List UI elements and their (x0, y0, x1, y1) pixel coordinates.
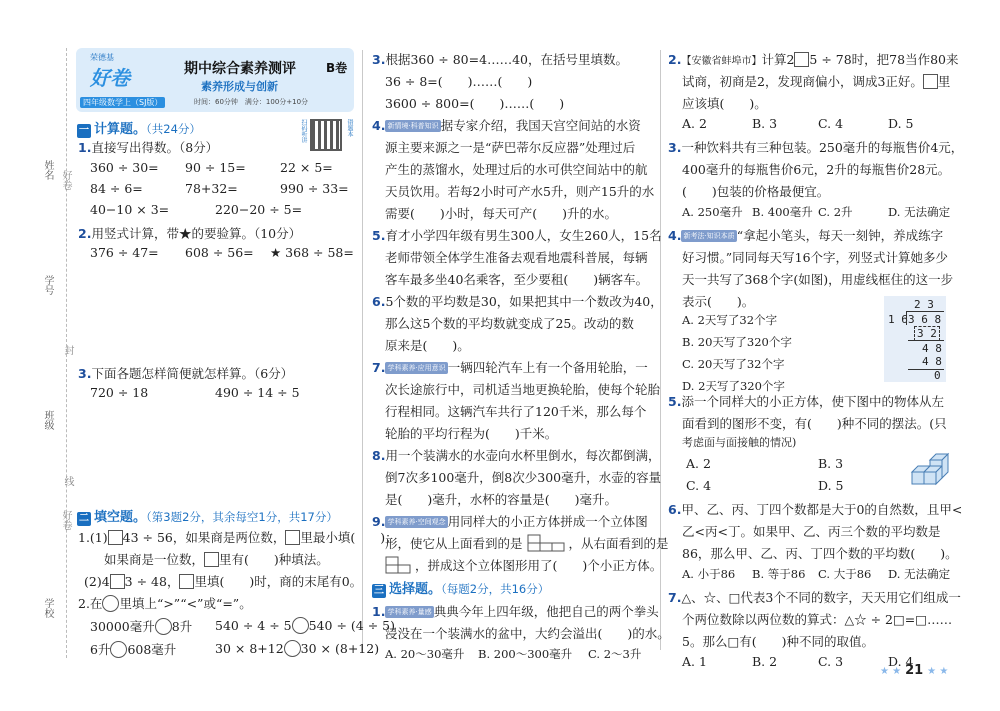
fill-q9-line2: 形，使它从上面看到的是 ，从右面看到的是 (385, 536, 669, 551)
text-line: 浸没在一个装满水的盆中，大约会溢出( )的水。 (385, 626, 670, 641)
version-badge: B卷 (326, 61, 348, 75)
text-line: 是( )毫升，水杯的容量是( )毫升。 (385, 492, 618, 507)
text-line: 表示( )。 (682, 294, 755, 309)
option[interactable]: D. 5 (888, 116, 914, 131)
text-line: 倒7次多100毫升，倒8次少300毫升，水壶的容量 (385, 470, 662, 485)
tag-badge: 新情境·科普知识 (387, 122, 439, 130)
text-line: ( )包装的价格最便宜。 (682, 184, 830, 199)
calc-q3: 3.下面各题怎样简便就怎样算。（6分） (78, 366, 294, 381)
compare-row: 540 ÷ 4 ÷ 5 540 ÷ (4 ÷ 5) (215, 618, 395, 633)
dashed-step: 3 2 (914, 326, 940, 341)
text-line: 考虑面与面接触的情况) (682, 436, 797, 449)
margin-brand: 好卷 (60, 170, 71, 190)
page-title: 期中综合素养测评 (184, 61, 296, 77)
calc-item: 78+32= (185, 181, 238, 196)
calc-q1: 1.直接写出得数。（8分） (78, 140, 219, 155)
text-line: 好习惯。”同同每天写16个字，列竖式计算她多少 (682, 250, 949, 265)
fill-q9-line3: ，拼成这个立体图形用了( )个小正方体。 (385, 556, 662, 574)
blank-circle[interactable] (102, 595, 119, 612)
page-number: 21 (905, 663, 924, 678)
option[interactable]: D. 5 (818, 478, 844, 493)
margin-name-label: 姓名 (42, 160, 53, 180)
calc-item: 608 ÷ 56= (185, 245, 254, 260)
option[interactable]: A. 20～30毫升 (385, 647, 465, 661)
compare-row: 30 × 8+12 30 × (8+12) (215, 641, 380, 656)
option[interactable]: D. 4 (888, 654, 914, 669)
tag-badge: 学科素养·量感 (387, 608, 432, 616)
fill-q1c: (2)4 3 ÷ 48， 里填( )时，商的末尾有0。 (84, 574, 363, 589)
remainder: 0 (934, 369, 941, 382)
section-icon: 二 (79, 513, 89, 524)
fill-q3-line: 36 ÷ 8=( )……( ) (385, 74, 533, 89)
divisor: 1 6 (888, 313, 908, 326)
wrongbook-label: 错题本 (346, 119, 353, 137)
star-icon: ★ ★ (880, 666, 902, 677)
option[interactable]: B. 20天写了320个字 (682, 335, 792, 349)
option[interactable]: C. 大于86 (818, 567, 872, 581)
text-line: 天员饮用。若每2小时可产水5升，则产15升的水 (385, 184, 655, 199)
section-calc-title: 一 计算题。（共24分） (79, 122, 201, 137)
margin-school-label: 学校 (42, 598, 53, 618)
calc-item: 360 ÷ 30= (90, 160, 159, 175)
fill-q1b: 如果商是一位数， 里有( )种填法。 (104, 552, 329, 567)
dividend: 3 6 8 (908, 313, 942, 326)
option[interactable]: A. 2天写了32个字 (682, 313, 778, 327)
option[interactable]: A. 2 (682, 116, 707, 131)
text-line: 个两位数除以两位数的算式：△☆ ÷ 2□=□…… (682, 612, 953, 627)
fill-q3: 3.根据360 ÷ 80=4……40，在括号里填数。 (372, 52, 628, 67)
fill-q2: 2.在 里填上“>”“<”或“=”。 (78, 596, 252, 611)
blank-box[interactable] (794, 52, 809, 67)
calc-item: 84 ÷ 6= (90, 181, 143, 196)
calc-item: 720 ÷ 18 (90, 385, 149, 400)
qr-code[interactable] (310, 119, 342, 151)
blank-box[interactable] (110, 574, 125, 589)
fill-q7: 7. 学科素养·应用意识 一辆四轮汽车上有一个备用轮胎，一 (372, 360, 648, 375)
choice-q4: 4. 新考法·知识本质 “拿起小笔头，每天一刻钟，养成练字 (668, 228, 944, 243)
option[interactable]: D. 无法确定 (888, 567, 951, 581)
quotient: 2 3 (914, 298, 934, 311)
option[interactable]: D. 无法确定 (888, 205, 951, 219)
calc-item: ★ 368 ÷ 58= (270, 245, 354, 260)
text-line: 400毫升的每瓶售价6元，2升的每瓶售价28元。 (682, 162, 951, 177)
text-line: 面看到的图形不变，有( )种不同的摆法。(只 (682, 416, 947, 431)
option[interactable]: B. 400毫升 (752, 205, 813, 219)
page-number-area (880, 662, 948, 678)
star-icon: ★ ★ (927, 666, 949, 677)
column-divider-1 (362, 50, 363, 650)
brand-small: 荣德基 (90, 53, 114, 62)
long-division-figure (884, 296, 946, 382)
tag-badge: 新考法·知识本质 (683, 232, 735, 240)
option[interactable]: B. 200～300毫升 (478, 647, 573, 661)
option[interactable]: A. 250毫升 (682, 205, 743, 219)
option[interactable]: D. 2天写了320个字 (682, 379, 785, 393)
text-line: 乙<丙<丁。如果甲、乙、丙三个数的平均数是 (682, 524, 941, 539)
time-score: 时间：60分钟 满分：100分+10分 (194, 98, 309, 106)
scan-label: 扫码听讲 (300, 119, 307, 143)
text-line: 那么这5个数的平均数就变成了25。改动的数 (385, 316, 634, 331)
fill-q5: 5.育才小学四年级有男生300人，女生260人，15名 (372, 228, 662, 243)
fill-q9: 9. 学科素养·空间观念 用同样大的小正方体拼成一个立体图 (372, 514, 648, 529)
text-line: 产生的蒸馏水，处理过后的水可供空间站中的航 (385, 162, 648, 177)
tag-badge: 学科素养·应用意识 (387, 364, 446, 372)
right-view-figure (385, 556, 411, 574)
brand-logo: 好卷 (90, 66, 130, 90)
fill-q8: 8.用一个装满水的水壶向水杯里倒水，每次都倒满， (372, 448, 661, 463)
option[interactable]: C. 2～3升 (588, 647, 642, 661)
calc-item: 40−10 × 3= (90, 202, 170, 217)
text-line: 行程相同。这辆汽车共行了120千米，那么每个 (385, 404, 647, 419)
blank-circle[interactable] (110, 641, 127, 658)
compare-row: 6升 608毫升 (90, 642, 177, 657)
text-line: 老师带领全体学生准备去观看地震科普展，每辆 (385, 250, 648, 265)
section-choice-title: 三 选择题。（每题2分，共16分） (374, 582, 550, 597)
choice-q5: 5.添一个同样大的小正方体，使下图中的物体从左 (668, 394, 944, 409)
cube-figure (908, 450, 954, 490)
choice-q1: 1. 学科素养·量感 典典今年上四年级，他把自己的两个拳头 (372, 604, 659, 619)
fill-q1a: 1.(1) 43 ÷ 56，如果商是两位数， 里最小填( )； (78, 530, 398, 545)
option[interactable]: C. 20天写了32个字 (682, 357, 785, 371)
option[interactable]: C. 4 (686, 478, 712, 493)
option[interactable]: B. 2 (752, 654, 778, 669)
choice-q6: 6.甲、乙、丙、丁四个数都是大于0的自然数，且甲< (668, 502, 963, 517)
margin-id-label: 学号 (42, 275, 53, 295)
section-icon: 三 (374, 585, 384, 596)
compare-row: 30000毫升 8升 (90, 619, 193, 634)
top-view-figure (527, 534, 565, 552)
grade-label: 四年级数学上（SJ版） (80, 97, 165, 108)
blank-circle[interactable] (284, 640, 301, 657)
calc-item: 220−20 ÷ 5= (215, 202, 303, 217)
text-line: 应该填( )。 (682, 96, 767, 111)
blank-box[interactable] (923, 74, 938, 89)
option[interactable]: A. 2 (686, 456, 711, 471)
section-icon: 一 (79, 125, 89, 136)
blank-box[interactable] (204, 552, 219, 567)
option[interactable]: A. 小于86 (682, 567, 736, 581)
calc-item: 90 ÷ 15= (185, 160, 246, 175)
margin-class-label: 班级 (42, 410, 53, 430)
text-line: 源主要来源之一是“萨巴蒂尔反应器”处理过后 (385, 140, 636, 155)
blank-box[interactable] (108, 530, 123, 545)
option[interactable]: B. 3 (818, 456, 844, 471)
text-line: 天一共写了368个字(如图)，用虚线框住的这一步 (682, 272, 954, 287)
blank-box[interactable] (179, 574, 194, 589)
option[interactable]: A. 1 (682, 654, 707, 669)
division-step: 4 8 (922, 355, 942, 368)
option[interactable]: B. 3 (752, 116, 778, 131)
text-line: 86，那么甲、乙、丙、丁四个数的平均数( )。 (682, 546, 958, 561)
margin-seal: 封 (62, 345, 73, 355)
margin-line: 线 (62, 476, 73, 486)
blank-circle[interactable] (155, 618, 172, 635)
section-fill-title: 二 填空题。（第3题2分，其余每空1分，共17分） (79, 510, 338, 525)
text-line: 次长途旅行中，司机适当地更换轮胎，使每个轮胎 (385, 382, 661, 397)
choice-q3: 3.一种饮料共有三种包装。250毫升的每瓶售价4元， (668, 140, 964, 155)
option[interactable]: C. 2升 (818, 205, 853, 219)
qr-area[interactable] (298, 117, 354, 155)
fill-q3-line: 3600 ÷ 800=( )……( ) (385, 96, 565, 111)
fill-q6: 6.5个数的平均数是30，如果把其中一个数改为40， (372, 294, 663, 309)
tag-badge: 学科素养·空间观念 (387, 518, 446, 526)
choice-q2: 2.【安徽省蚌埠市】计算2 5 ÷ 78时，把78当作80来 (668, 52, 959, 67)
calc-item: 490 ÷ 14 ÷ 5 (215, 385, 300, 400)
calc-item: 22 × 5= (280, 160, 333, 175)
fill-q4: 4. 新情境·科普知识 据专家介绍，我国天宫空间站的水资 (372, 118, 641, 133)
division-step: 4 8 (922, 342, 942, 355)
choice-q7: 7.△、☆、□代表3个不同的数字，天天用它们组成一 (668, 590, 961, 605)
text-line: 轮胎的平均行程为( )千米。 (385, 426, 558, 441)
text-line: 试商，初商是2，发现商偏小，调成3正好。 里 (682, 74, 951, 89)
blank-circle[interactable] (292, 617, 309, 634)
text-line: 客车最多坐40名乘客，至少要租( )辆客车。 (385, 272, 649, 287)
calc-item: 376 ÷ 47= (90, 245, 159, 260)
subtitle: 素养形成与创新 (201, 80, 278, 93)
blank-box[interactable] (285, 530, 300, 545)
option[interactable]: B. 等于86 (752, 567, 806, 581)
calc-q2: 2.用竖式计算，带★的要验算。（10分） (78, 226, 302, 241)
option[interactable]: C. 4 (818, 116, 844, 131)
text-line: 5。那么□有( )种不同的取值。 (682, 634, 875, 649)
option[interactable]: C. 3 (818, 654, 844, 669)
header-banner (76, 48, 354, 112)
text-line: 需要( )小时，每天可产( )升的水。 (385, 206, 618, 221)
calc-item: 990 ÷ 33= (280, 181, 349, 196)
margin-brand-2: 好卷 (60, 510, 71, 530)
text-line: 原来是( )。 (385, 338, 470, 353)
